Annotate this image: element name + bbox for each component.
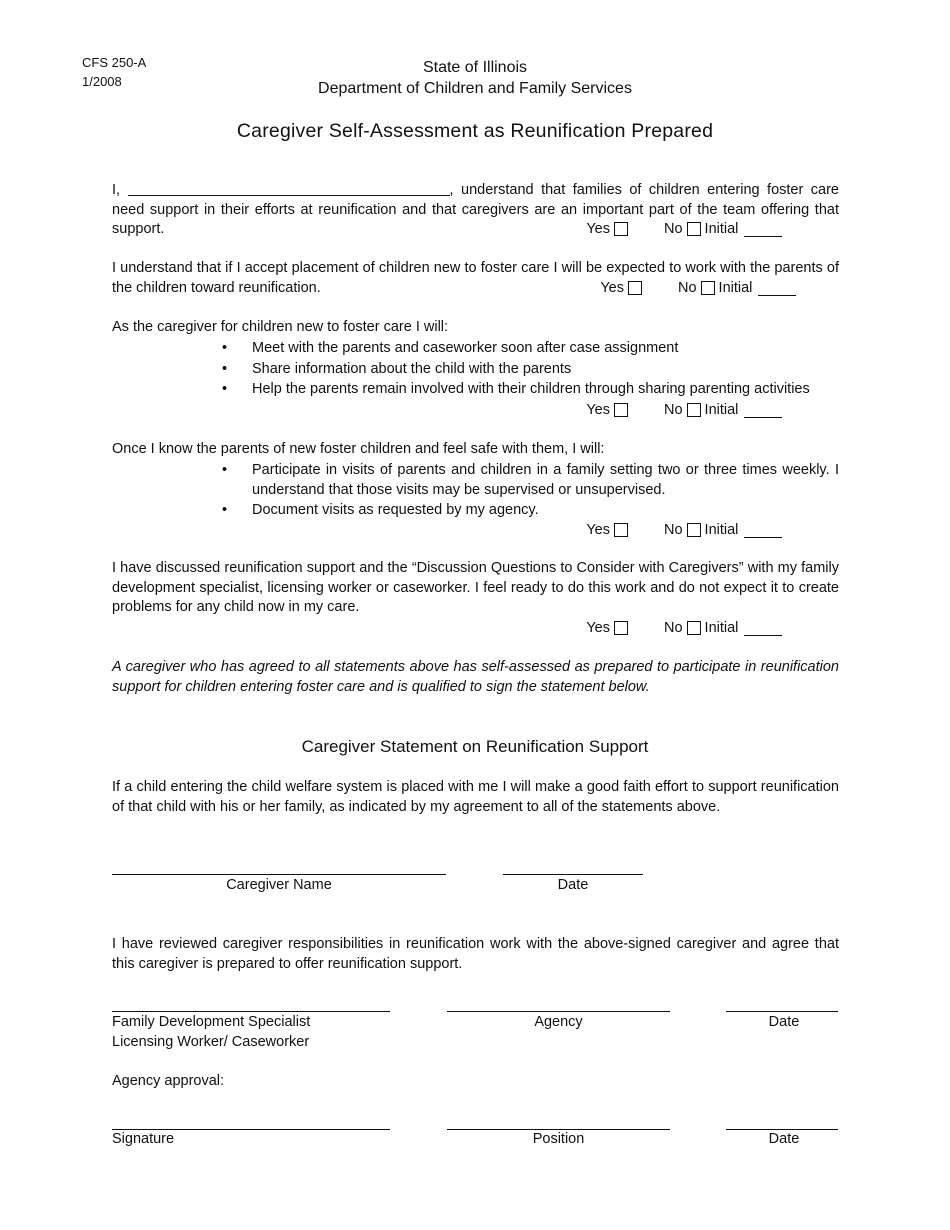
form-date: 1/2008 <box>82 74 122 89</box>
position-label: Position <box>532 1131 585 1147</box>
initial-label: Initial <box>704 221 739 237</box>
agency-line[interactable] <box>447 1011 670 1012</box>
statement-1-text: , understand that families of children entering foster care need support in their efforts at reunification and that caregivers are an important part of the team offering that support. <box>112 182 839 237</box>
statement-3-response <box>580 400 782 420</box>
no-checkbox[interactable] <box>701 281 715 295</box>
statement-1-prefix: I, <box>112 182 121 198</box>
yes-checkbox[interactable] <box>614 403 628 417</box>
caregiver-name-label: Caregiver Name <box>226 877 332 893</box>
caregiver-name-line[interactable] <box>112 874 446 875</box>
specialist-label <box>112 1013 310 1052</box>
signature-label: Signature <box>112 1131 175 1147</box>
initial-label: Initial <box>718 280 753 296</box>
qualification-note: A caregiver who has agreed to all statements above has self-assessed as prepared to participate in reunification support for children entering foster care and is qualified to sign the statement below. <box>112 659 839 695</box>
initial-field[interactable] <box>744 403 782 418</box>
no-checkbox[interactable] <box>687 222 701 236</box>
yes-label: Yes <box>586 522 610 538</box>
specialist-signature-line[interactable] <box>112 1011 390 1012</box>
yes-label: Yes <box>586 620 610 636</box>
statement-3-intro: As the caregiver for children new to foster care I will: <box>112 319 449 335</box>
statement-4-list <box>222 460 839 520</box>
agency-approval-label: Agency approval: <box>112 1073 225 1089</box>
yes-checkbox[interactable] <box>614 523 628 537</box>
yes-label: Yes <box>600 280 624 296</box>
initial-field[interactable] <box>744 621 782 636</box>
no-label: No <box>664 402 683 418</box>
specialist-label-line1: Family Development Specialist <box>112 1014 311 1030</box>
state-name: State of Illinois <box>422 59 528 76</box>
yes-label: Yes <box>586 402 610 418</box>
form-number: CFS 250-A <box>82 55 147 70</box>
initial-label: Initial <box>704 522 739 538</box>
caregiver-date-label: Date <box>557 877 589 893</box>
yes-checkbox[interactable] <box>614 222 628 236</box>
statement-2: I understand that if I accept placement of children new to foster care I will be expected to work with the parents of the children toward reunification. <box>112 260 839 296</box>
statement-4-intro: Once I know the parents of new foster children and feel safe with them, I will: <box>112 441 605 457</box>
no-label: No <box>664 522 683 538</box>
yes-checkbox[interactable] <box>628 281 642 295</box>
statement-5: I have discussed reunification support and the “Discussion Questions to Consider with Caregivers” with my family development specialist, licensing worker or caseworker. I feel ready to do this work and do not expect it to create problems for any child now in my care. <box>112 560 839 615</box>
approval-date-label: Date <box>768 1131 800 1147</box>
initial-field[interactable] <box>758 281 796 296</box>
no-label: No <box>664 221 683 237</box>
page-title: Caregiver Self-Assessment as Reunification Prepared <box>236 120 714 142</box>
review-date-label: Date <box>768 1014 800 1030</box>
yes-checkbox[interactable] <box>614 621 628 635</box>
agency-label: Agency <box>534 1014 583 1030</box>
list-item: • Participate in visits of parents and children in a family setting two or three times weekly. I understand that those visits may be supervised or unsupervised. <box>222 460 839 500</box>
statement-3-list <box>222 338 839 400</box>
initial-label: Initial <box>704 402 739 418</box>
specialist-label-line2: Licensing Worker/ Caseworker <box>112 1033 310 1050</box>
statement-1-response <box>580 219 782 239</box>
caregiver-statement-text: If a child entering the child welfare system is placed with me I will make a good faith effort to support reunification of that child with his or her family, as indicated by my agreement to all of the statements above. <box>112 779 839 815</box>
statement-2-response <box>594 278 796 298</box>
no-checkbox[interactable] <box>687 621 701 635</box>
agency-header <box>0 57 950 99</box>
initial-field[interactable] <box>744 222 782 237</box>
no-label: No <box>664 620 683 636</box>
list-item: • Document visits as requested by my agency. <box>222 500 839 520</box>
section-title-caregiver-statement: Caregiver Statement on Reunification Support <box>301 737 649 756</box>
department-name: Department of Children and Family Services <box>318 80 632 97</box>
statement-5-response <box>580 618 782 638</box>
no-label: No <box>678 280 697 296</box>
list-item: • Meet with the parents and caseworker soon after case assignment <box>222 338 839 359</box>
review-date-line[interactable] <box>726 1011 838 1012</box>
initial-label: Initial <box>704 620 739 636</box>
caregiver-date-line[interactable] <box>503 874 643 875</box>
list-item: • Help the parents remain involved with their children through sharing parenting activities <box>222 379 839 400</box>
caregiver-name-blank[interactable] <box>128 180 450 196</box>
no-checkbox[interactable] <box>687 403 701 417</box>
review-text: I have reviewed caregiver responsibilities in reunification work with the above-signed caregiver and agree that this caregiver is prepared to offer reunification support. <box>112 936 839 972</box>
statement-4-response <box>580 520 782 540</box>
initial-field[interactable] <box>744 523 782 538</box>
no-checkbox[interactable] <box>687 523 701 537</box>
yes-label: Yes <box>586 221 610 237</box>
list-item: • Share information about the child with the parents <box>222 359 839 380</box>
